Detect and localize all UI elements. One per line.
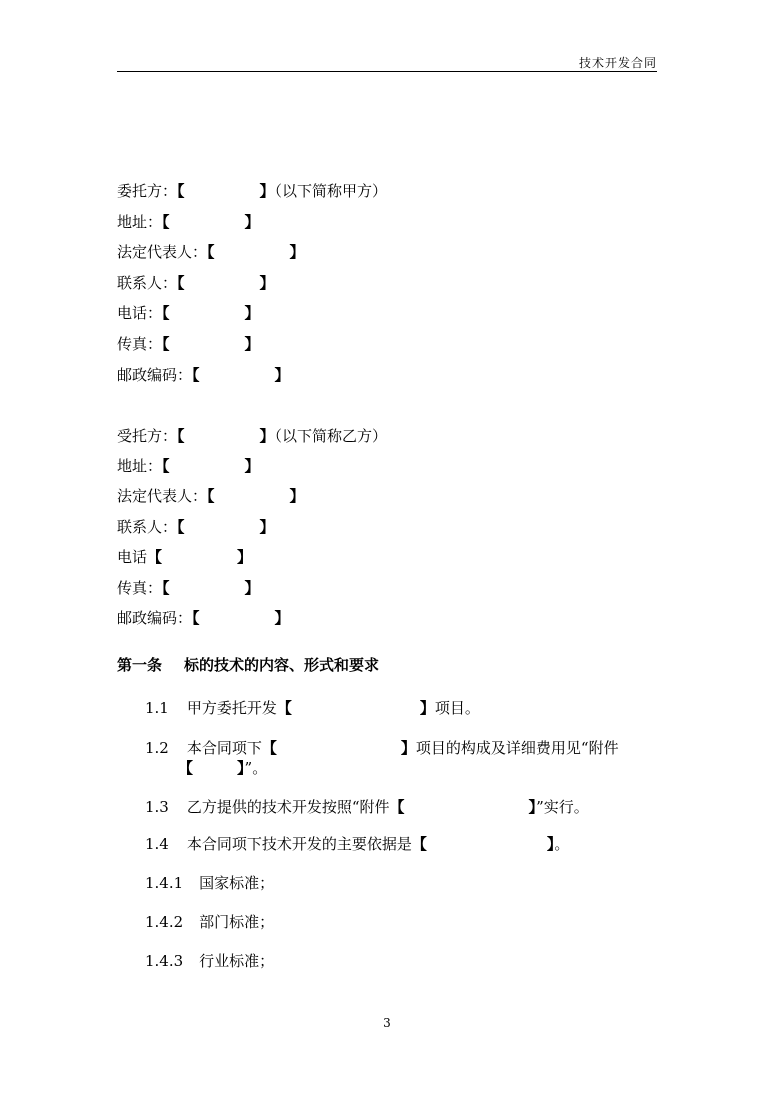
bracket-close: 】 [546, 835, 555, 853]
clause-1-4-3 [145, 951, 274, 971]
clause-text: 行业标准； [199, 952, 275, 970]
label: 法定代表人： [117, 243, 208, 261]
alias: （以下简称乙方） [274, 427, 388, 445]
label: 邮政编码： [117, 366, 193, 384]
party-b-address-line [117, 456, 260, 476]
label: 邮政编码： [117, 609, 193, 627]
clause-number: 1.1 [145, 699, 169, 717]
bracket-open: 【 [178, 759, 194, 777]
clause-text: 甲方委托开发 [186, 699, 277, 717]
page-number: 3 [383, 1016, 391, 1030]
bracket-open: 【 [162, 457, 170, 475]
bracket-open: 【 [147, 548, 163, 566]
party-a-fax-line [117, 334, 260, 354]
label: 地址： [117, 213, 163, 231]
bracket-close: 】 [528, 798, 537, 816]
label: 电话： [117, 304, 163, 322]
clause-text: 。 [554, 835, 570, 853]
clause-number: 1.2 [145, 739, 169, 757]
bracket-open: 【 [207, 243, 215, 261]
article-1-heading [117, 655, 379, 675]
clause-text: 项目。 [434, 699, 480, 717]
bracket-open: 【 [177, 274, 185, 292]
article-title: 标的技术的内容、形式和要求 [184, 656, 380, 674]
bracket-close: 】 [274, 609, 290, 627]
label: 委托方： [117, 182, 178, 200]
bracket-open: 【 [389, 798, 405, 816]
bracket-close: 】 [244, 304, 260, 322]
party-b-legal-rep-line [117, 486, 305, 506]
clause-1-4 [145, 834, 569, 854]
clause-1-4-2 [145, 912, 274, 932]
article-number: 第一条 [117, 656, 163, 674]
bracket-close: 】 [259, 182, 275, 200]
party-a-legal-rep-line [117, 242, 305, 262]
clause-text: 本合同项下技术开发的主要依据是 [186, 835, 412, 853]
party-b-contractor-line [117, 426, 387, 446]
bracket-close: 】 [237, 548, 253, 566]
clause-text: 本合同项下 [186, 739, 262, 757]
bracket-close: 】 [244, 579, 260, 597]
clause-number: 1.4.2 [145, 913, 184, 931]
party-a-postcode-line [117, 365, 290, 385]
bracket-open: 【 [411, 835, 427, 853]
clause-number: 1.4.1 [145, 874, 184, 892]
party-a-contact-line [117, 273, 275, 293]
bracket-close: 】 [244, 213, 260, 231]
label: 联系人： [117, 518, 178, 536]
clause-text: 国家标准； [199, 874, 275, 892]
bracket-close: 】 [289, 487, 305, 505]
bracket-close: 】 [244, 335, 260, 353]
party-b-postcode-line [117, 608, 290, 628]
bracket-open: 【 [192, 366, 200, 384]
bracket-open: 【 [162, 304, 170, 322]
clause-1-4-1 [145, 873, 274, 893]
bracket-open: 【 [162, 335, 170, 353]
clause-1-2-continuation [178, 758, 267, 778]
header-rule [117, 71, 657, 72]
bracket-open: 【 [192, 609, 200, 627]
clause-number: 1.3 [145, 798, 169, 816]
clause-text: ”。 [244, 759, 268, 777]
bracket-close: 】 [400, 739, 416, 757]
bracket-close: 】 [289, 243, 305, 261]
bracket-close: 】 [259, 274, 275, 292]
label: 传真： [117, 579, 163, 597]
bracket-close: 】 [244, 457, 260, 475]
label: 法定代表人： [117, 487, 208, 505]
bracket-open: 【 [276, 699, 292, 717]
party-b-phone-line [117, 547, 252, 567]
bracket-close: 】 [259, 427, 275, 445]
clause-1-3 [145, 797, 589, 817]
bracket-open: 【 [261, 739, 277, 757]
label: 传真： [117, 335, 163, 353]
alias: （以下简称甲方） [274, 182, 388, 200]
label: 电话 [117, 548, 148, 566]
party-a-client-line [117, 181, 387, 201]
bracket-close: 】 [259, 518, 275, 536]
clause-number: 1.4 [145, 835, 169, 853]
clause-text: 部门标准； [199, 913, 275, 931]
clause-text: 乙方提供的技术开发按照“附件 [186, 798, 390, 816]
header-title: 技术开发合同 [578, 56, 657, 70]
bracket-open: 【 [177, 427, 185, 445]
clause-number: 1.4.3 [145, 952, 184, 970]
clause-1-2 [145, 738, 619, 758]
clause-text: 项目的构成及详细费用见“附件 [415, 739, 619, 757]
bracket-close: 】 [237, 759, 245, 777]
clause-1-1 [145, 698, 480, 718]
party-a-address-line [117, 212, 260, 232]
label: 联系人： [117, 274, 178, 292]
clause-text: ”实行。 [536, 798, 589, 816]
label: 地址： [117, 457, 163, 475]
bracket-close: 】 [274, 366, 290, 384]
bracket-open: 【 [162, 579, 170, 597]
bracket-open: 【 [162, 213, 170, 231]
bracket-open: 【 [177, 182, 185, 200]
bracket-open: 【 [177, 518, 185, 536]
party-b-contact-line [117, 517, 275, 537]
bracket-open: 【 [207, 487, 215, 505]
party-a-phone-line [117, 303, 260, 323]
bracket-close: 】 [419, 699, 435, 717]
party-b-fax-line [117, 578, 260, 598]
label: 受托方： [117, 427, 178, 445]
